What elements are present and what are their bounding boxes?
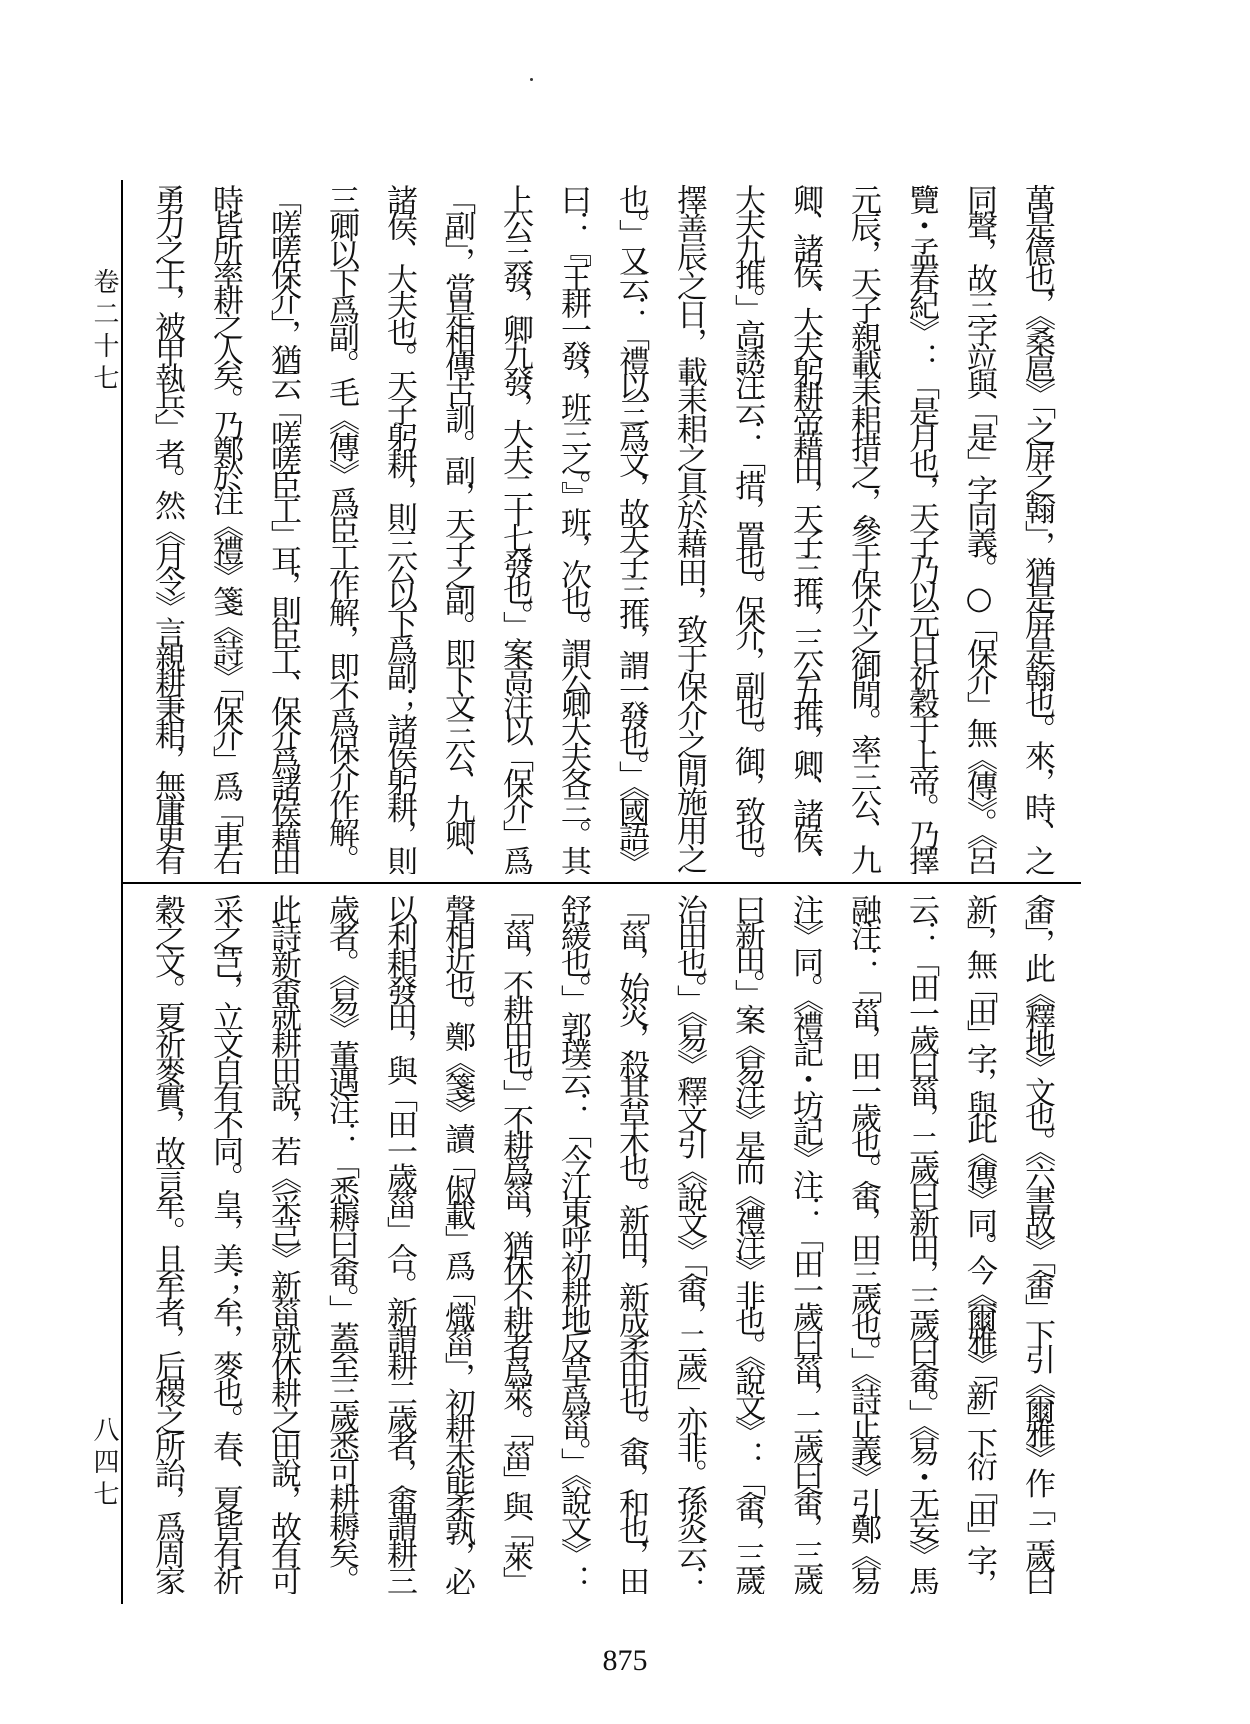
text-column: 「菑，始災，殺其草木也。新田，新成柔田也。畬，和也，田 <box>613 894 649 1592</box>
text-column: 大夫九推。」高誘注云：「措，置也。保介，副也。御，致也。 <box>729 184 765 872</box>
text-column: 穀之文。夏祈麥實，故言牟。且牟者，后稷之所詒，爲周家 <box>149 894 185 1593</box>
text-column: 歲者。《易》董遇注：「悉耨曰畬。」蓋至三歲悉可耕耨矣。 <box>323 894 359 1592</box>
ink-speck <box>530 78 533 81</box>
text-column: 「菑，不耕田也。」不耕爲菑，猶休不耕者爲萊。「菑」與「萊」 <box>497 894 533 1592</box>
text-column: 勇力之士，被甲執兵」者。然《月令》言親耕秉耜，無庸更有 <box>149 184 185 872</box>
text-column: 「嗟嗟保介」，猶云「嗟嗟臣工」耳，則臣工、保介爲諸侯藉田 <box>265 184 301 872</box>
text-column: 治田也。」《易》釋文引《說文》「畬，二歲」亦非。孫炎云： <box>671 894 707 1592</box>
section-divider-rule <box>121 882 1081 884</box>
folio-label: 八四七 <box>89 1416 119 1512</box>
text-column: 曰新田。」案《易注》是而《禮注》非也。《說文》：「畬，三歲 <box>729 894 765 1592</box>
text-column: 元辰，天子親載耒耜措之，參于保介之御閒。率三公、九 <box>845 184 881 872</box>
text-column: 上公三發，卿九發，大夫二十七發也。」案高注以「保介」爲 <box>497 184 533 873</box>
lower-text-block <box>148 894 1066 1594</box>
text-column: 舒緩也。」郭璞云：「今江東呼初耕地反草爲菑。」《說文》： <box>555 894 591 1592</box>
text-column: 聲相近也。鄭《箋》讀「俶載」爲「熾菑」，初耕未能柔孰，必 <box>439 894 475 1592</box>
text-column: 覽・孟春紀》：「是月也，天子乃以元日祈穀于上帝。乃擇 <box>903 184 939 873</box>
text-column: 曰：『王耕一發，班三之。』班，次也。謂公卿大夫各三。其 <box>555 184 591 873</box>
text-column: 此詩新畬就耕田說，若《采芑》新菑就休耕之田說，故有可 <box>265 894 301 1593</box>
text-column: 卿、諸侯、大夫躬耕帝藉田，天子三推，三公五推，卿、諸侯、 <box>787 184 823 873</box>
text-column: 融注：「菑，田一歲也。畬，田三歲也。」《詩正義》引鄭《易 <box>845 894 881 1593</box>
text-column: 擇善辰之日，載耒耜之具於藉田，致于保介之閒施用之 <box>671 184 707 873</box>
text-column: 以利耜發田，與「田一歲菑」合。新謂耕二歲者，畬謂耕三 <box>381 894 417 1593</box>
text-column: 也。」又云：「禮以三爲文，故天子三推，謂一發也。」《國語》 <box>613 184 649 873</box>
text-column: 三卿以下爲副。毛《傳》爲臣工作解，即不爲保介作解。 <box>323 184 359 872</box>
upper-text-block <box>148 184 1066 874</box>
text-column: 采之芑，立文自有不同。皇，美；牟，麥也。春、夏皆有祈 <box>207 894 243 1593</box>
chapter-label: 卷二十七 <box>89 268 119 396</box>
text-column: 「副」，當是相傳古訓。副，天子之副。即下文三公、九卿、 <box>439 184 475 873</box>
text-column: 新」，無「田」字，與此《傳》同。今《爾雅》「新」下衍「田」字， <box>961 894 997 1592</box>
text-column: 云：「田一歲曰菑，二歲曰新田，三歲曰畬。」《易・无妄》馬 <box>903 894 939 1593</box>
text-column: 時皆所率耕之人矣。乃鄭於注《禮》箋《詩》「保介」爲「車右 <box>207 184 243 872</box>
text-column: 注》同。《禮記・坊記》注：「田一歲曰菑，二歲曰畬，三歲 <box>787 894 823 1593</box>
text-column: 畬」，此《釋地》文也。《六書故》「畬」下引《爾雅》作「二歲曰 <box>1019 894 1055 1592</box>
text-column: 諸侯、大夫也。天子躬耕，則三公以下爲副；諸侯躬耕，則 <box>381 184 417 873</box>
page-number: 875 <box>602 1644 648 1677</box>
text-column: 萬是億也，《桑扈》「之屏之翰」，猶是屏是翰也。來，時、之 <box>1019 184 1055 872</box>
text-column: 同聲，故三字竝與「是」字同義。○「保介」無《傳》。《呂 <box>961 184 997 872</box>
